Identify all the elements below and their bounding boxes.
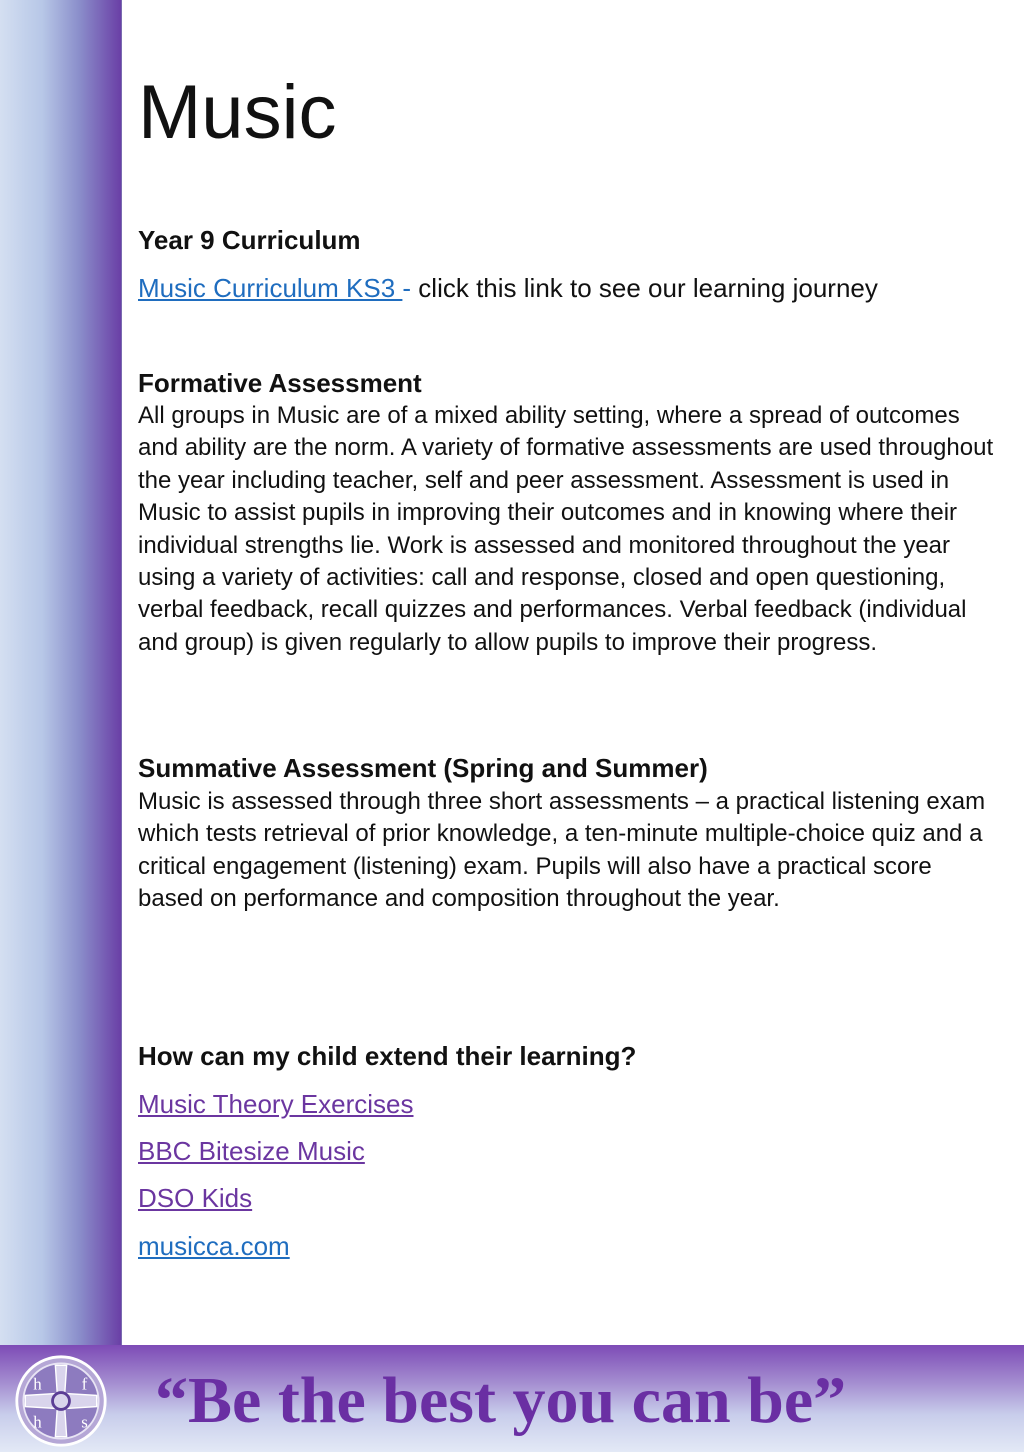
extend-link-item [138, 1135, 365, 1167]
page-title: Music [138, 70, 337, 155]
school-motto: “Be the best you can be” [155, 1364, 847, 1437]
left-gradient-bar [0, 0, 122, 1345]
bbc-bitesize-music-link[interactable]: BBC Bitesize Music [138, 1136, 365, 1166]
crest-letter: h [33, 1374, 42, 1394]
music-curriculum-ks3-link[interactable]: Music Curriculum KS3 [138, 273, 403, 303]
summative-body: Music is assessed through three short assessments – a practical listening exam which tests retrieval of prior knowledge, a ten-minute multiple-choice quiz and a critical engagement (listening) exam. Pupils will also have a practical score based on performance and composition throughout the year. [138, 788, 986, 913]
link-separator: - [402, 273, 412, 303]
summative-heading: Summative Assessment (Spring and Summer) [138, 753, 708, 783]
dso-kids-link[interactable]: DSO Kids [138, 1183, 253, 1213]
curriculum-link-line [138, 272, 878, 304]
crest-letter: h [33, 1412, 42, 1432]
extend-link-item [138, 1088, 414, 1120]
crest-letter: f [81, 1374, 88, 1394]
curriculum-heading: Year 9 Curriculum [138, 225, 361, 255]
extend-link-item [138, 1230, 290, 1262]
school-crest-icon [14, 1354, 108, 1448]
crest-letter: s [81, 1412, 88, 1432]
curriculum-link-description: click this link to see our learning journey [411, 273, 878, 303]
footer-banner [0, 1345, 1024, 1452]
musicca-link[interactable]: musicca.com [138, 1231, 290, 1261]
formative-body: All groups in Music are of a mixed ability setting, where a spread of outcomes and ability are the norm. A variety of formative assessments are used throughout the year including teacher, self and peer assessment. Assessment is used in Music to assist pupils in improving their outcomes and in knowing where their individual strengths lie. Work is assessed and monitored throughout the year using a variety of activities: call and response, closed and open questioning, verbal feedback, recall quizzes and performances. Verbal feedback (individual and group) is given regularly to allow pupils to improve their progress. [138, 402, 994, 656]
music-theory-exercises-link[interactable]: Music Theory Exercises [138, 1089, 414, 1119]
extend-heading: How can my child extend their learning? [138, 1041, 637, 1071]
formative-heading: Formative Assessment [138, 368, 422, 398]
extend-link-item [138, 1182, 252, 1214]
